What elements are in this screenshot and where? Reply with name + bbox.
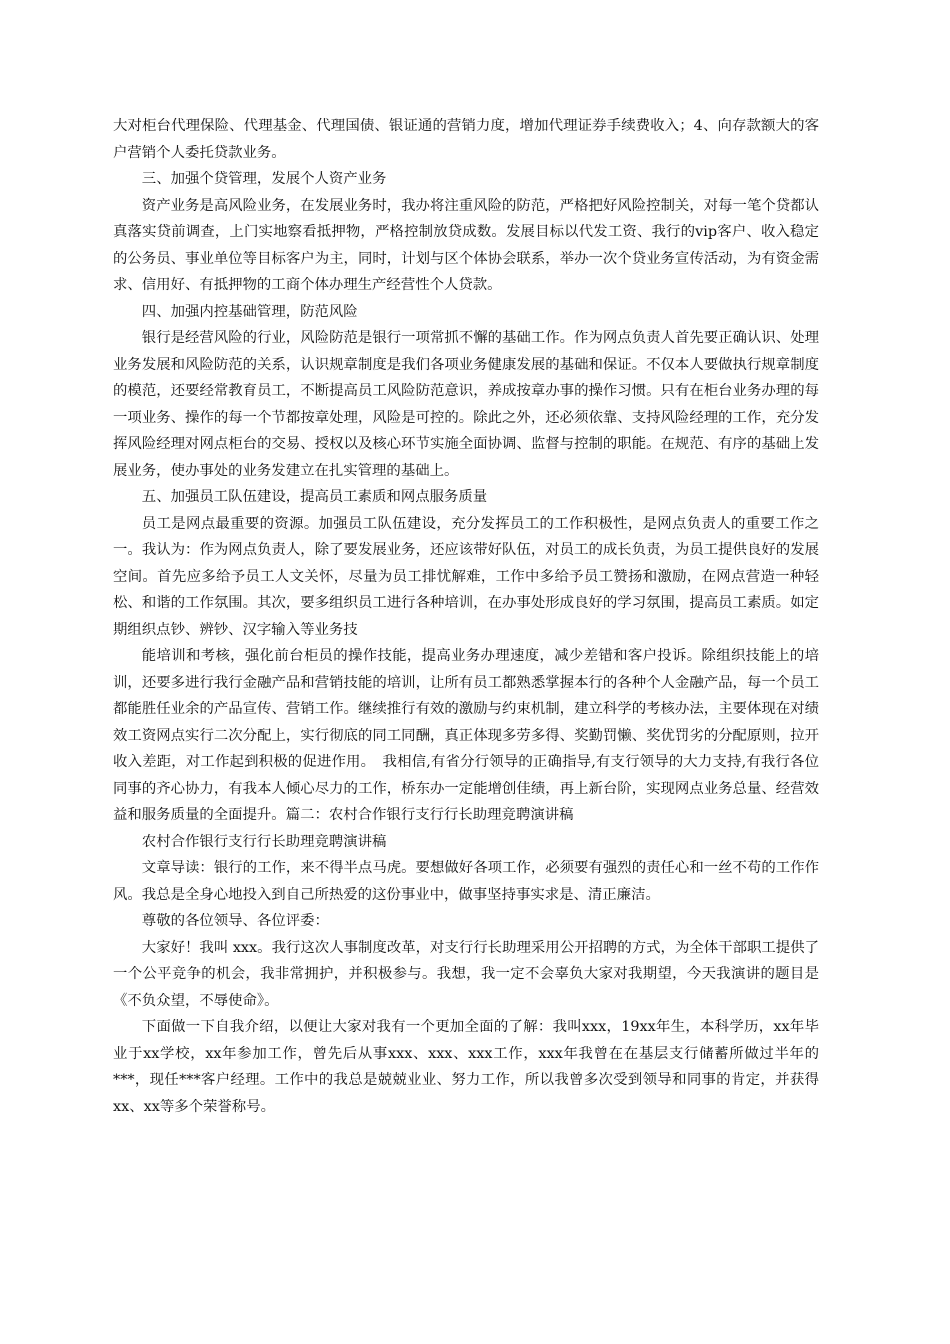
paragraph-greeting: 大家好！我叫 xxx。我行这次人事制度改革，对支行行长助理采用公开招聘的方式，为全体干部职工提供了一个公平竞争的机会，我非常拥护，并积极参与。我想，我一定不会辜负大家对我期望，今天我演讲的题目是《不负众望，不辱使命》。 [113,939,819,1009]
paragraph-asset-business: 资产业务是高风险业务，在发展业务时，我办将注重风险的防范，严格把好风险控制关，对每一笔个贷都认真落实贷前调查，上门实地察看抵押物，严格控制放贷成数。发展目标以代发工资、我行的vip客户、收入稳定的公务员、事业单位等目标客户为主，同时，计划与区个体协会联系，举办一次个贷业务宣传活动，为有资金需求、信用好、有抵押物的工商个体办理生产经营性个人贷款。 [113,197,819,293]
paragraph-risk-management: 银行是经营风险的行业，风险防范是银行一项常抓不懈的基础工作。作为网点负责人首先要正确认识、处理业务发展和风险防范的关系，认识规章制度是我们各项业务健康发展的基础和保证。不仅本人要做执行规章制度的模范，还要经常教育员工，不断提高员工风险防范意识，养成按章办事的操作习惯。只有在柜台业务办理的每一项业务、操作的每一个节都按章处理，风险是可控的。除此之外，还必须依靠、支持风险经理的工作，充分发挥风险经理对网点柜台的交易、授权以及核心环节实施全面协调、监督与控制的职能。在规范、有序的基础上发展业务，使办事处的业务发建立在扎实管理的基础上。 [113,330,819,479]
document-body [113,113,819,1120]
paragraph-skills-training: 能培训和考核，强化前台柜员的操作技能，提高业务办理速度，减少差错和客户投诉。除组织技能上的培训，还要多进行我行金融产品和营销技能的培训，让所有员工都熟悉掌握本行的各种个人金融产品，每一个员工都能胜任业余的产品宣传、营销工作。继续推行有效的激励与约束机制，建立科学的考核办法，主要体现在对绩效工资网点实行二次分配上，实行彻底的同工同酬，真正体现多劳多得、奖勤罚懒、奖优罚劣的分配原则，拉开收入差距，对工作起到积极的促进作用。 我相信,有省分行领导的正确指导,有支行领导的大力支持,有我行各位同事的齐心协力，有我本人倾心尽力的工作，桥东办一定能增创佳绩，再上新台阶，实现网点业务总量、经营效益和服务质量的全面提升。篇二：农村合作银行支行行长助理竞聘演讲稿 [113,648,819,823]
heading-staff-building: 五、加强员工队伍建设，提高员工素质和网点服务质量 [141,489,488,505]
heading-internal-control: 四、加强内控基础管理，防范风险 [141,303,358,320]
heading-personal-loans: 三、加强个贷管理，发展个人资产业务 [141,171,387,187]
heading-speech-title: 农村合作银行支行行长助理竞聘演讲稿 [141,833,387,850]
paragraph-self-introduction: 下面做一下自我介绍，以便让大家对我有一个更加全面的了解：我叫xxx，19xx年生，本科学历，xx年毕业于xx学校，xx年参加工作，曾先后从事xxx、xxx、xxx工作，xxx年我曾在在基层支行储蓄所做过半年的***，现任***客户经理。工作中的我总是兢兢业业、努力工作，所以我曾多次受到领导和同事的肯定，并获得xx、xx等多个荣誉称号。 [113,1019,819,1115]
paragraph-staff-resources: 员工是网点最重要的资源。加强员工队伍建设，充分发挥员工的工作积极性，是网点负责人的重要工作之一。我认为：作为网点负责人，除了要发展业务，还应该带好队伍，对员工的成长负责，为员工提供良好的发展空间。首先应多给予员工人文关怀，尽量为员工排忧解难，工作中多给予员工赞扬和激励，在网点营造一种轻松、和谐的工作氛围。其次，要多组织员工进行各种培训，在办事处形成良好的学习氛围，提高员工素质。如定期组织点钞、辨钞、汉字输入等业务技 [113,515,819,638]
paragraph-article-intro: 文章导读：银行的工作，来不得半点马虎。要想做好各项工作，必须要有强烈的责任心和一丝不苟的工作作风。我总是全身心地投入到自己所热爱的这份事业中，做事坚持事实求是、清正廉洁。 [113,860,819,903]
paragraph-salutation: 尊敬的各位领导、各位评委： [141,913,329,929]
paragraph-marketing-tail: 大对柜台代理保险、代理基金、代理国债、银证通的营销力度，增加代理证券手续费收入；4、向存款额大的客户营销个人委托贷款业务。 [113,118,819,161]
